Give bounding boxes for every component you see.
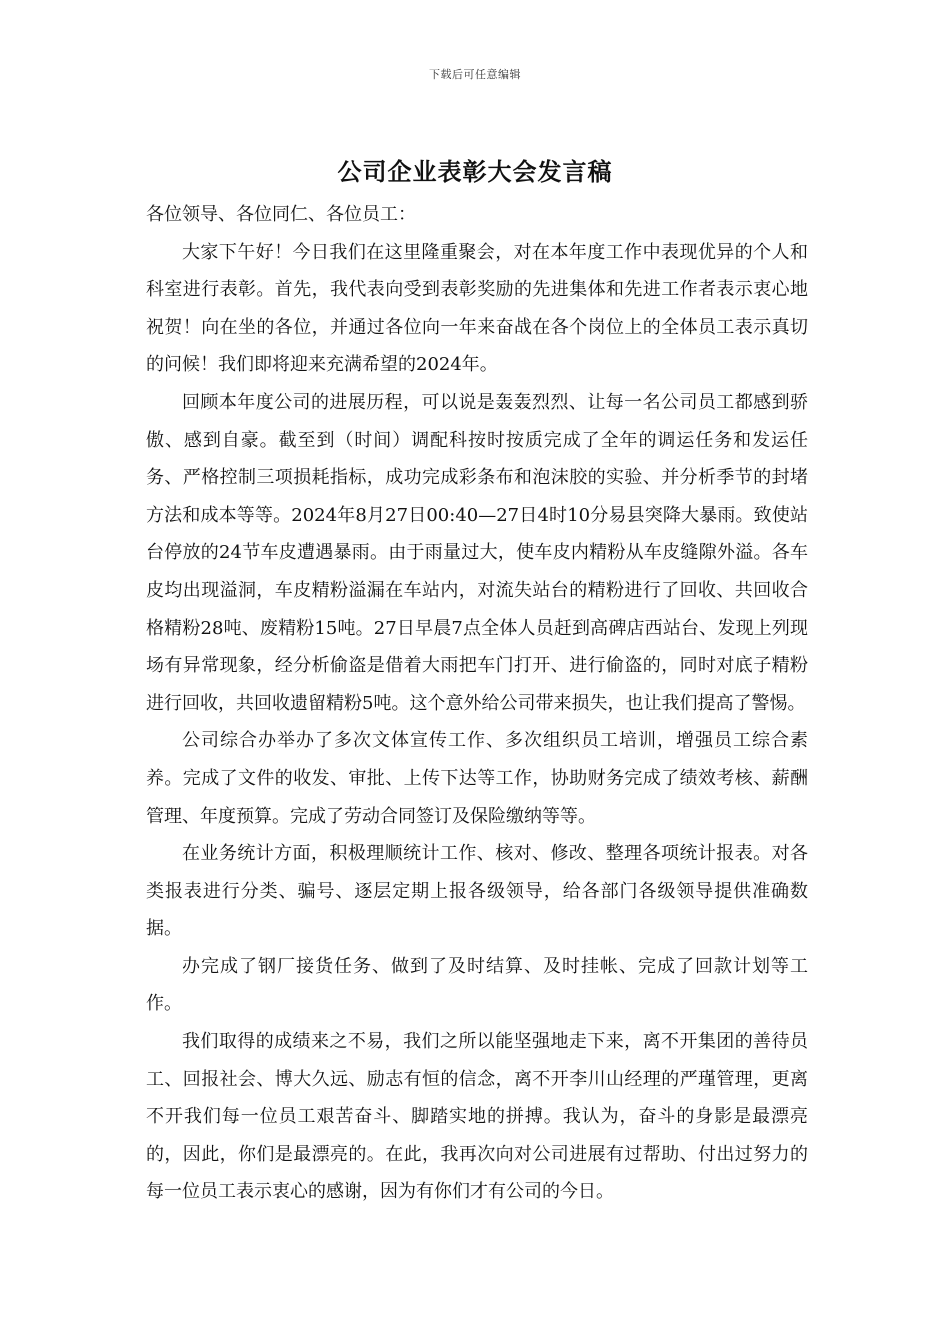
document-body xyxy=(146,196,808,1211)
page-header-note: 下载后可任意编辑 xyxy=(429,68,521,81)
paragraph-statistics: 在业务统计方面，积极理顺统计工作、核对、修改、整理各项统计报表。对各类报表进行分类、骗号、逐层定期上报各级领导，给各部门各级领导提供准确数据。 xyxy=(146,843,808,940)
paragraph-admin: 公司综合办举办了多次文体宣传工作、多次组织员工培训，增强员工综合素养。完成了文件的收发、审批、上传下达等工作，协助财务完成了绩效考核、薪酬管理、年度预算。完成了劳动合同签订及保险缴纳等等。 xyxy=(146,730,808,827)
salutation: 各位领导、各位同仁、各位员工： xyxy=(146,204,416,225)
paragraph-delivery: 办完成了钢厂接货任务、做到了及时结算、及时挂帐、完成了回款计划等工作。 xyxy=(146,955,808,1015)
document-title: 公司企业表彰大会发言稿 xyxy=(337,157,613,186)
paragraph-greeting: 大家下午好！今日我们在这里隆重聚会，对在本年度工作中表现优异的个人和科室进行表彰。首先，我代表向受到表彰奖励的先进集体和先进工作者表示衷心地祝贺！向在坐的各位，并通过各位向一年来奋战在各个岗位上的全体员工表示真切的问候！我们即将迎来充满希望的2024年。 xyxy=(146,241,808,376)
paragraph-review: 回顾本年度公司的进展历程，可以说是轰轰烈烈、让每一名公司员工都感到骄傲、感到自豪。截至到（时间）调配科按时按质完成了全年的调运任务和发运任务、严格控制三项损耗指标，成功完成彩条布和泡沫胶的实验、并分析季节的封堵方法和成本等等。2024年8月27日00:40—27日4时10分易县突降大暴雨。致使站台停放的24节车皮遭遇暴雨。由于雨量过大，使车皮内精粉从车皮缝隙外溢。各车皮均出现溢洞，车皮精粉溢漏在车站内，对流失站台的精粉进行了回收、共回收合格精粉28吨、废精粉15吨。27日早晨7点全体人员赶到高碑店西站台、发现上列现场有异常现象，经分析偷盗是借着大雨把车门打开、进行偷盗的，同时对底子精粉进行回收，共回收遗留精粉5吨。这个意外给公司带来损失，也让我们提高了警惕。 xyxy=(146,391,808,714)
paragraph-closing: 我们取得的成绩来之不易，我们之所以能坚强地走下来，离不开集团的善待员工、回报社会、博大久远、励志有恒的信念，离不开李川山经理的严瑾管理，更离不开我们每一位员工艰苦奋斗、脚踏实地的拼搏。我认为，奋斗的身影是最漂亮的，因此，你们是最漂亮的。在此，我再次向对公司进展有过帮助、付出过努力的每一位员工表示衷心的感谢，因为有你们才有公司的今日。 xyxy=(146,1031,808,1203)
